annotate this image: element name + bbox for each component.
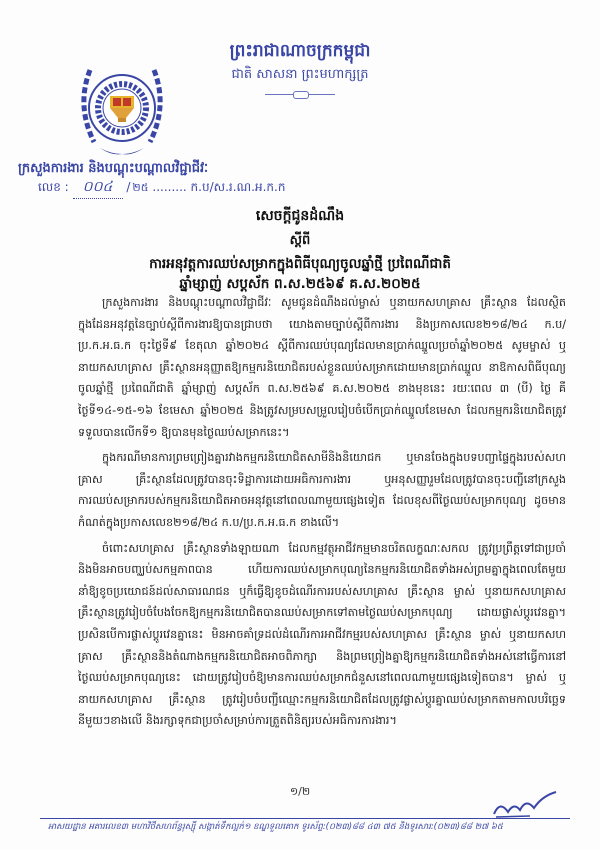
paragraph: ក្នុងករណីមានការព្រមព្រៀងគ្នារវាងកម្មករនិយោជិតសាមីនិងនិយោជក ឬមានចែងក្នុងបទបញ្ជាផ្ទៃក្នុងរបស់សហគ្រាស គ្រឹះស្ថានដែលត្រូវបានចុះទិដ្ឋាការដោយអធិការការងារ ឬអនុសញ្ញារួមដែលត្រូវបានចុះបញ្ជីនៅក្រសួង ការឈប់សម្រាករបស់កម្មករនិយោជិតអាចអនុវត្តនៅពេលណាមួយផ្សេងទៀត ដែលខុសពីថ្ងៃឈប់សម្រាកបុណ្យ ដូចមានកំណត់ក្នុងប្រកាសលេខ២១៨/២៤ ក.ប/ប្រ.ក.អ.ធ.ក ខាងលើ។ xyxy=(78,451,566,529)
kingdom-heading xyxy=(200,40,400,97)
reference-number: លេខ : ០០៤ / ២៥ ......... ក.ប/ស.រ.ណ.អ.ក.ក xyxy=(38,177,285,199)
ornament-divider xyxy=(265,91,335,97)
ref-number-value: ០០៤ xyxy=(73,177,123,199)
kingdom-title: ព្រះរាជាណាចក្រកម្ពុជា xyxy=(229,41,371,61)
national-motto: ជាតិ សាសនា ព្រះមហាក្សត្រ xyxy=(231,67,369,82)
ministry-logo-icon xyxy=(72,56,172,168)
paragraph: ចំពោះសហគ្រាស គ្រឹះស្ថានទាំងឡាយណា ដែលកម្មវត្ថុអាជីវកម្មមានចរិតលក្ខណៈសកល ត្រូវប្រព្រឹត្តទៅជាប្រចាំ និងមិនអាចបញ្ឈប់សកម្មភាពបាន ហើយការឈប់សម្រាកបុណ្យនៃកម្មករនិយោជិតទាំងអស់ព្រមគ្នាក្នុងពេលតែមួយនាំឱ្យខូចប្រយោជន៍ដល់សាធារណជន ឬក៏ធ្វើឱ្យខូចដំណើរការរបស់សហគ្រាស គ្រឹះស្ថាន ម្ចាស់ ឬនាយកសហគ្រាស គ្រឹះស្ថានត្រូវរៀបចំបែងចែកឱ្យកម្មករនិយោជិតបានឈប់សម្រាកទៅតាមថ្ងៃឈប់សម្រាកបុណ្យ ដោយផ្លាស់ប្តូរវេនគ្នា។ ប្រសិនបើការផ្លាស់ប្តូរវេនគ្នានេះ មិនអាចគាំទ្រដល់ដំណើរការអាជីវកម្មរបស់សហគ្រាស គ្រឹះស្ថាន ម្ចាស់ ឬនាយកសហគ្រាស គ្រឹះស្ថាននិងតំណាងកម្មករនិយោជិតអាចពិភាក្សា និងព្រមព្រៀងគ្នាឱ្យកម្មករនិយោជិតទាំងអស់នៅធ្វើការនៅថ្ងៃឈប់សម្រាកបុណ្យនេះ ដោយត្រូវរៀបចំឱ្យមានការឈប់សម្រាកជំនួសនៅពេលណាមួយផ្សេងទៀតបាន។ ម្ចាស់ ឬនាយកសហគ្រាស គ្រឹះស្ថាន ត្រូវរៀបចំបញ្ជីឈ្មោះកម្មករនិយោជិតដែលត្រូវផ្លាស់ប្តូរគ្នាឈប់សម្រាកតាមកាលបរិច្ឆេទនីមួយៗខាងលើ និងរក្សាទុកជាប្រចាំសម្រាប់ការត្រួតពិនិត្យរបស់អធិការការងារ។ xyxy=(78,541,566,728)
ref-year: ២៥ xyxy=(132,181,149,194)
page-number: ១/២ xyxy=(289,785,311,798)
ref-code: ក.ប/ស.រ.ណ.អ.ក.ក xyxy=(190,180,286,194)
document-body xyxy=(78,292,566,736)
footer-address: អាសយដ្ឋាន អគារលេខ៣ មហាវិថីសហព័ន្ធរុស្ស៊ី សង្កាត់ទឹកល្អក់១ ខណ្ឌទួលគោក ទូរស័ព្ទ:(០២៣)៨៨ ៤៣ ៧៥ និងទូរសារ:(០២៣)៨៨ ២៧ ៦៥ xyxy=(48,822,503,832)
paragraph: ក្រសួងការងារ និងបណ្តុះបណ្តាលវិជ្ជាជីវៈ សូមជូនដំណឹងដល់ម្ចាស់ ឬនាយកសហគ្រាស គ្រឹះស្ថាន ដែលស្ថិតក្នុងដែនអនុវត្តនៃច្បាប់ស្តីពីការងារឱ្យបានជ្រាបថា យោងតាមច្បាប់ស្តីពីការងារ និងប្រកាសលេខ២១៨/២៤ ក.ប/ប្រ.ក.អ.ធ.ក ចុះថ្ងៃទី៩ ខែតុលា ឆ្នាំ២០២៤ ស្តីពីការឈប់បុណ្យដែលមានប្រាក់ឈ្នួលប្រចាំឆ្នាំ២០២៥ សូមម្ចាស់ ឬនាយកសហគ្រាស គ្រឹះស្ថានអនុញ្ញាតឱ្យកម្មករនិយោជិតរបស់ខ្លួនឈប់សម្រាកដោយមានប្រាក់ឈ្នួល នាឱកាសពិធីបុណ្យចូលឆ្នាំថ្មី ប្រពៃណីជាតិ ឆ្នាំម្សាញ់ សប្តស័ក ព.ស.២៥៦៩ គ.ស.២០២៥ ខាងមុខនេះ រយៈពេល ៣ (បី) ថ្ងៃ គឺថ្ងៃទី១៤-១៥-១៦ ខែមេសា ឆ្នាំ២០២៥ និងត្រូវសម្របសម្រួលរៀបចំបើកប្រាក់ឈ្នួលខែមេសា ដែលកម្មករនិយោជិតត្រូវទទួលបានលើកទី១ ឱ្យបានមុនថ្ងៃឈប់សម្រាកនេះ។ xyxy=(78,296,566,439)
about-label: ស្តីពី xyxy=(289,233,311,248)
footer-divider xyxy=(40,818,570,819)
document-type: សេចក្តីជូនដំណឹង xyxy=(255,208,345,224)
subject-line-2: ឆ្នាំម្សាញ់ សប្តស័ក ព.ស.២៥៦៩ គ.ស.២០២៥ xyxy=(179,276,421,292)
ministry-name: ក្រសួងការងារ និងបណ្តុះបណ្តាលវិជ្ជាជីវៈ xyxy=(18,161,209,176)
ref-label: លេខ : xyxy=(38,180,69,194)
signature-icon xyxy=(490,790,560,820)
subject-line-1: ការអនុវត្តការឈប់សម្រាកក្នុងពិធីបុណ្យចូលឆ្នាំថ្មី ប្រពៃណីជាតិ xyxy=(149,256,451,272)
